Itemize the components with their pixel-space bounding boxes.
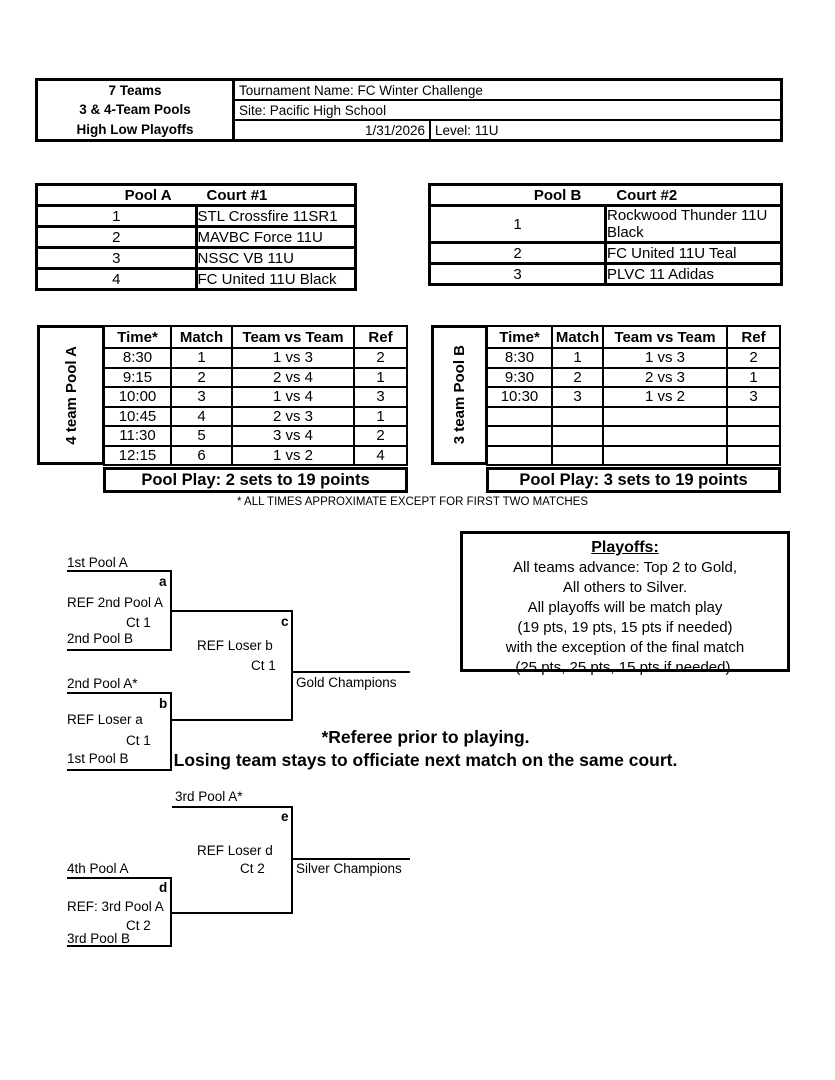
table-row (487, 368, 780, 388)
time-cell: 9:30 (487, 368, 552, 388)
table-row (487, 426, 780, 446)
teams-header: Team vs Team (232, 326, 354, 348)
seed-number: 1 (37, 206, 197, 227)
court-label: Ct 2 (126, 918, 151, 933)
bracket-line (172, 719, 293, 721)
ref-assignment: REF Loser b (197, 638, 273, 653)
ref-assignment: REF Loser d (197, 843, 273, 858)
gold-champions-label: Gold Champions (296, 675, 397, 690)
seed-number: 4 (37, 269, 197, 290)
table-row (37, 206, 356, 227)
match-cell: 6 (171, 446, 232, 466)
seed-number: 3 (430, 264, 606, 285)
court-label: Ct 1 (251, 658, 276, 673)
seed-label: 1st Pool A (67, 555, 128, 570)
match-cell: 4 (171, 407, 232, 427)
table-row (37, 227, 356, 248)
ref-cell: 2 (727, 348, 780, 368)
table-row (104, 348, 407, 368)
bracket-line (293, 858, 410, 860)
seed-label: 3rd Pool B (67, 931, 131, 946)
court-label: Ct 1 (126, 733, 151, 748)
match-cell: 3 (552, 387, 603, 407)
table-row (37, 269, 356, 290)
ref-cell: 2 (354, 348, 407, 368)
ref-cell: 1 (727, 368, 780, 388)
playoffs-line: All teams advance: Top 2 to Gold, (512, 559, 738, 576)
time-cell: 10:00 (104, 387, 171, 407)
table-row (104, 407, 407, 427)
team-name: FC United 11U Teal (606, 243, 782, 264)
site-name: Site: Pacific High School (235, 101, 780, 121)
referee-note-line2: Losing team stays to officiate next match on the same court. (173, 750, 678, 770)
teams-header: Team vs Team (603, 326, 727, 348)
teams-cell: 3 vs 4 (232, 426, 354, 446)
teams-cell (603, 407, 727, 427)
match-cell (552, 426, 603, 446)
table-row (487, 387, 780, 407)
pool-a-play-rule: Pool Play: 2 sets to 19 points (103, 467, 408, 493)
playoff-format: High Low Playoffs (76, 121, 194, 137)
bracket-line (291, 610, 293, 721)
match-cell: 2 (171, 368, 232, 388)
seed-number: 3 (37, 248, 197, 269)
table-row (104, 446, 407, 466)
time-cell (487, 426, 552, 446)
ref-cell (727, 446, 780, 466)
pool-a-table (35, 183, 357, 291)
teams-cell: 1 vs 2 (232, 446, 354, 466)
playoffs-line: with the exception of the final match (505, 639, 745, 656)
times-note: * ALL TIMES APPROXIMATE EXCEPT FOR FIRST TWO MATCHES (236, 496, 589, 508)
match-header: Match (171, 326, 232, 348)
schedule-b-table (486, 325, 781, 466)
ref-assignment: REF 2nd Pool A (67, 595, 164, 610)
table-row (487, 407, 780, 427)
seed-label: 3rd Pool A* (175, 789, 243, 804)
seed-number: 1 (430, 206, 606, 243)
match-letter: c (281, 614, 289, 629)
silver-champions-label: Silver Champions (296, 861, 402, 876)
match-letter: b (159, 696, 168, 711)
bracket-line (67, 649, 172, 651)
bracket-line (170, 877, 172, 947)
teams-cell: 2 vs 4 (232, 368, 354, 388)
team-name: STL Crossfire 11SR1 (196, 206, 356, 227)
schedule-a-side-label: 4 team Pool A (62, 345, 80, 445)
seed-label: 1st Pool B (67, 751, 129, 766)
match-header: Match (552, 326, 603, 348)
referee-note-line1: *Referee prior to playing. (321, 727, 530, 747)
seed-number: 2 (430, 243, 606, 264)
bracket-line (67, 692, 172, 694)
pool-b-play-rule: Pool Play: 3 sets to 19 points (486, 467, 781, 493)
time-cell: 10:30 (487, 387, 552, 407)
ref-cell: 4 (354, 446, 407, 466)
table-row (37, 248, 356, 269)
match-cell (552, 407, 603, 427)
tournament-level: Level: 11U (435, 122, 499, 138)
playoffs-line: (19 pts, 19 pts, 15 pts if needed) (517, 619, 733, 636)
table-row (430, 243, 782, 264)
schedule-a-side-cell (37, 325, 105, 465)
time-cell (487, 446, 552, 466)
table-row (104, 387, 407, 407)
pool-b-table (428, 183, 783, 286)
pool-b-name: Pool B (533, 186, 582, 204)
pool-format: 3 & 4-Team Pools (79, 102, 191, 118)
playoffs-line: All others to Silver. (562, 579, 688, 596)
pool-a-name: Pool A (124, 186, 172, 204)
time-cell: 9:15 (104, 368, 171, 388)
pool-b-court: Court #2 (616, 186, 678, 204)
ref-cell (727, 426, 780, 446)
court-label: Ct 1 (126, 615, 151, 630)
time-cell: 12:15 (104, 446, 171, 466)
ref-cell: 2 (354, 426, 407, 446)
tournament-info (235, 81, 780, 139)
team-count: 7 Teams (108, 82, 162, 98)
teams-cell: 2 vs 3 (232, 407, 354, 427)
bracket-line (67, 877, 172, 879)
pool-b-title (430, 185, 782, 206)
tournament-name: Tournament Name: FC Winter Challenge (235, 81, 780, 101)
teams-cell (603, 426, 727, 446)
team-name: MAVBC Force 11U (196, 227, 356, 248)
bracket-line (293, 671, 410, 673)
match-letter: a (159, 574, 167, 589)
teams-cell: 1 vs 4 (232, 387, 354, 407)
schedule-b-side-cell (431, 325, 488, 465)
teams-cell (603, 446, 727, 466)
ref-cell: 3 (354, 387, 407, 407)
match-cell (552, 446, 603, 466)
table-row (487, 446, 780, 466)
team-name: PLVC 11 Adidas (606, 264, 782, 285)
match-cell: 1 (171, 348, 232, 368)
pool-a-court: Court #1 (206, 186, 268, 204)
court-label: Ct 2 (240, 861, 265, 876)
ref-cell: 1 (354, 368, 407, 388)
bracket-line (172, 806, 293, 808)
playoffs-line: (25 pts, 25 pts, 15 pts if needed). (515, 659, 735, 676)
referee-note (133, 726, 718, 772)
seed-number: 2 (37, 227, 197, 248)
match-letter: d (159, 880, 168, 895)
table-row (104, 426, 407, 446)
table-row (430, 206, 782, 243)
match-letter: e (281, 809, 289, 824)
date-level-row (235, 121, 780, 139)
time-header: Time* (104, 326, 171, 348)
schedule-b-side-label: 3 team Pool B (451, 345, 468, 445)
playoffs-box (460, 531, 790, 676)
teams-cell: 1 vs 2 (603, 387, 727, 407)
match-cell: 3 (171, 387, 232, 407)
seed-label: 2nd Pool A* (67, 676, 138, 691)
match-cell: 5 (171, 426, 232, 446)
match-cell: 2 (552, 368, 603, 388)
match-cell: 1 (552, 348, 603, 368)
ref-header: Ref (354, 326, 407, 348)
ref-cell: 1 (354, 407, 407, 427)
team-name: Rockwood Thunder 11U Black (606, 206, 782, 243)
bracket-line (291, 806, 293, 914)
ref-cell: 3 (727, 387, 780, 407)
table-row (430, 264, 782, 285)
ref-cell (727, 407, 780, 427)
playoffs-title: Playoffs: (591, 539, 659, 556)
header-row (487, 326, 780, 348)
bracket-line (172, 610, 293, 612)
pool-a-title (37, 185, 356, 206)
teams-cell: 1 vs 3 (603, 348, 727, 368)
time-cell (487, 407, 552, 427)
header-table (35, 78, 783, 142)
ref-assignment: REF Loser a (67, 712, 143, 727)
ref-header: Ref (727, 326, 780, 348)
table-row (104, 368, 407, 388)
time-cell: 8:30 (487, 348, 552, 368)
bracket-line (172, 912, 293, 914)
tournament-date: 1/31/2026 (235, 121, 431, 139)
time-cell: 10:45 (104, 407, 171, 427)
ref-assignment: REF: 3rd Pool A (67, 899, 164, 914)
teams-cell: 1 vs 3 (232, 348, 354, 368)
team-name: NSSC VB 11U (196, 248, 356, 269)
playoffs-line: All playoffs will be match play (527, 599, 723, 616)
time-cell: 8:30 (104, 348, 171, 368)
team-name: FC United 11U Black (196, 269, 356, 290)
schedule-a-table (103, 325, 408, 466)
header-row (104, 326, 407, 348)
seed-label: 2nd Pool B (67, 631, 134, 646)
bracket-line (67, 570, 172, 572)
seed-label: 4th Pool A (67, 861, 129, 876)
time-header: Time* (487, 326, 552, 348)
format-summary (38, 81, 235, 139)
teams-cell: 2 vs 3 (603, 368, 727, 388)
table-row (487, 348, 780, 368)
time-cell: 11:30 (104, 426, 171, 446)
